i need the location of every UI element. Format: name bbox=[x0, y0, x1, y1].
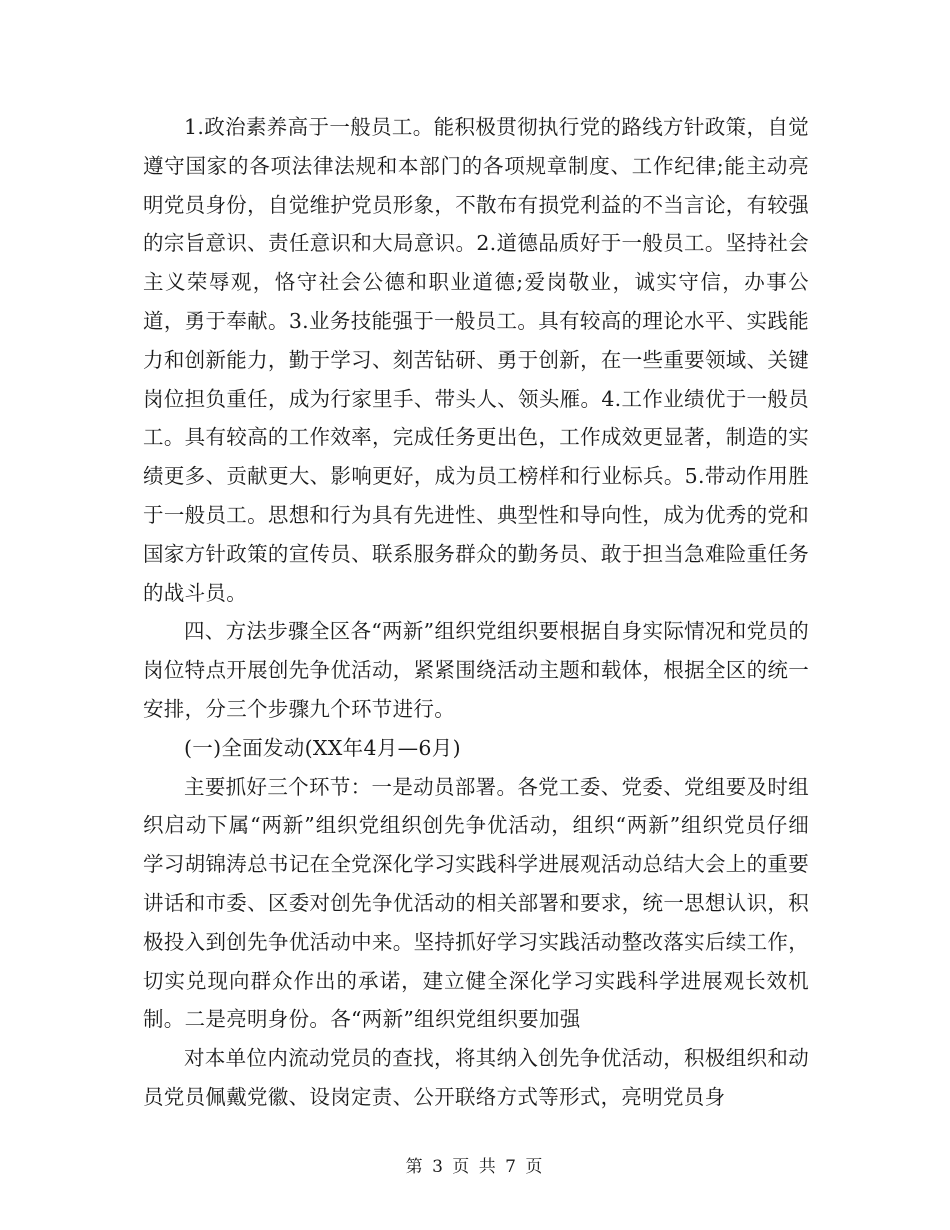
paragraph-qualifications: 1.政治素养高于一般员工。能积极贯彻执行党的路线方针政策，自觉遵守国家的各项法律法规和本部门的各项规章制度、工作纪律;能主动亮明党员身份，自觉维护党员形象，不散布有损党利益的不当言论，有较强的宗旨意识、责任意识和大局意识。2.道德品质好于一般员工。坚持社会主义荣辱观，恪守社会公德和职业道德;爱岗敬业，诚实守信，办事公道，勇于奉献。3.业务技能强于一般员工。具有较高的理论水平、实践能力和创新能力，勤于学习、刻苦钻研、勇于创新，在一些重要领域、关键岗位担负重任，成为行家里手、带头人、领头雁。4.工作业绩优于一般员工。具有较高的工作效率，完成任务更出色，工作成效更显著，制造的实绩更多、贡献更大、影响更好，成为员工榜样和行业标兵。5.带动作用胜于一般员工。思想和行为具有先进性、典型性和导向性，成为优秀的党和国家方针政策的宣传员、联系服务群众的勤务员、敢于担当急难险重任务的战斗员。 bbox=[143, 115, 809, 605]
paragraph-method-steps: 四、方法步骤全区各“两新”组织党组织要根据自身实际情况和党员的岗位特点开展创先争优活动，紧紧围绕活动主题和载体，根据全区的统一安排，分三个步骤九个环节进行。 bbox=[143, 619, 809, 721]
paragraph-three-links: 主要抓好三个环节：一是动员部署。各党工委、党委、党组要及时组织启动下属“两新”组织党组织创先争优活动，组织“两新”组织党员仔细学习胡锦涛总书记在全党深化学习实践科学进展观活动总结大会上的重要讲话和市委、区委对创先争优活动的相关部署和要求，统一思想认识，积极投入到创先争优活动中来。坚持抓好学习实践活动整改落实后续工作，切实兑现向群众作出的承诺，建立健全深化学习实践科学进展观长效机制。二是亮明身份。各“两新”组织党组织要加强 bbox=[143, 774, 809, 1032]
page-footer bbox=[0, 1152, 950, 1177]
page-number-label: 第 3 页 共 7 页 bbox=[405, 1157, 545, 1177]
document-body bbox=[143, 108, 809, 1117]
section-heading-full-mobilization: (一)全面发动(XX年4月—6月) bbox=[184, 735, 461, 760]
paragraph-mobile-members: 对本单位内流动党员的查找，将其纳入创先争优活动，积极组织和动员党员佩戴党徽、设岗定责、公开联络方式等形式，亮明党员身 bbox=[143, 1046, 809, 1109]
